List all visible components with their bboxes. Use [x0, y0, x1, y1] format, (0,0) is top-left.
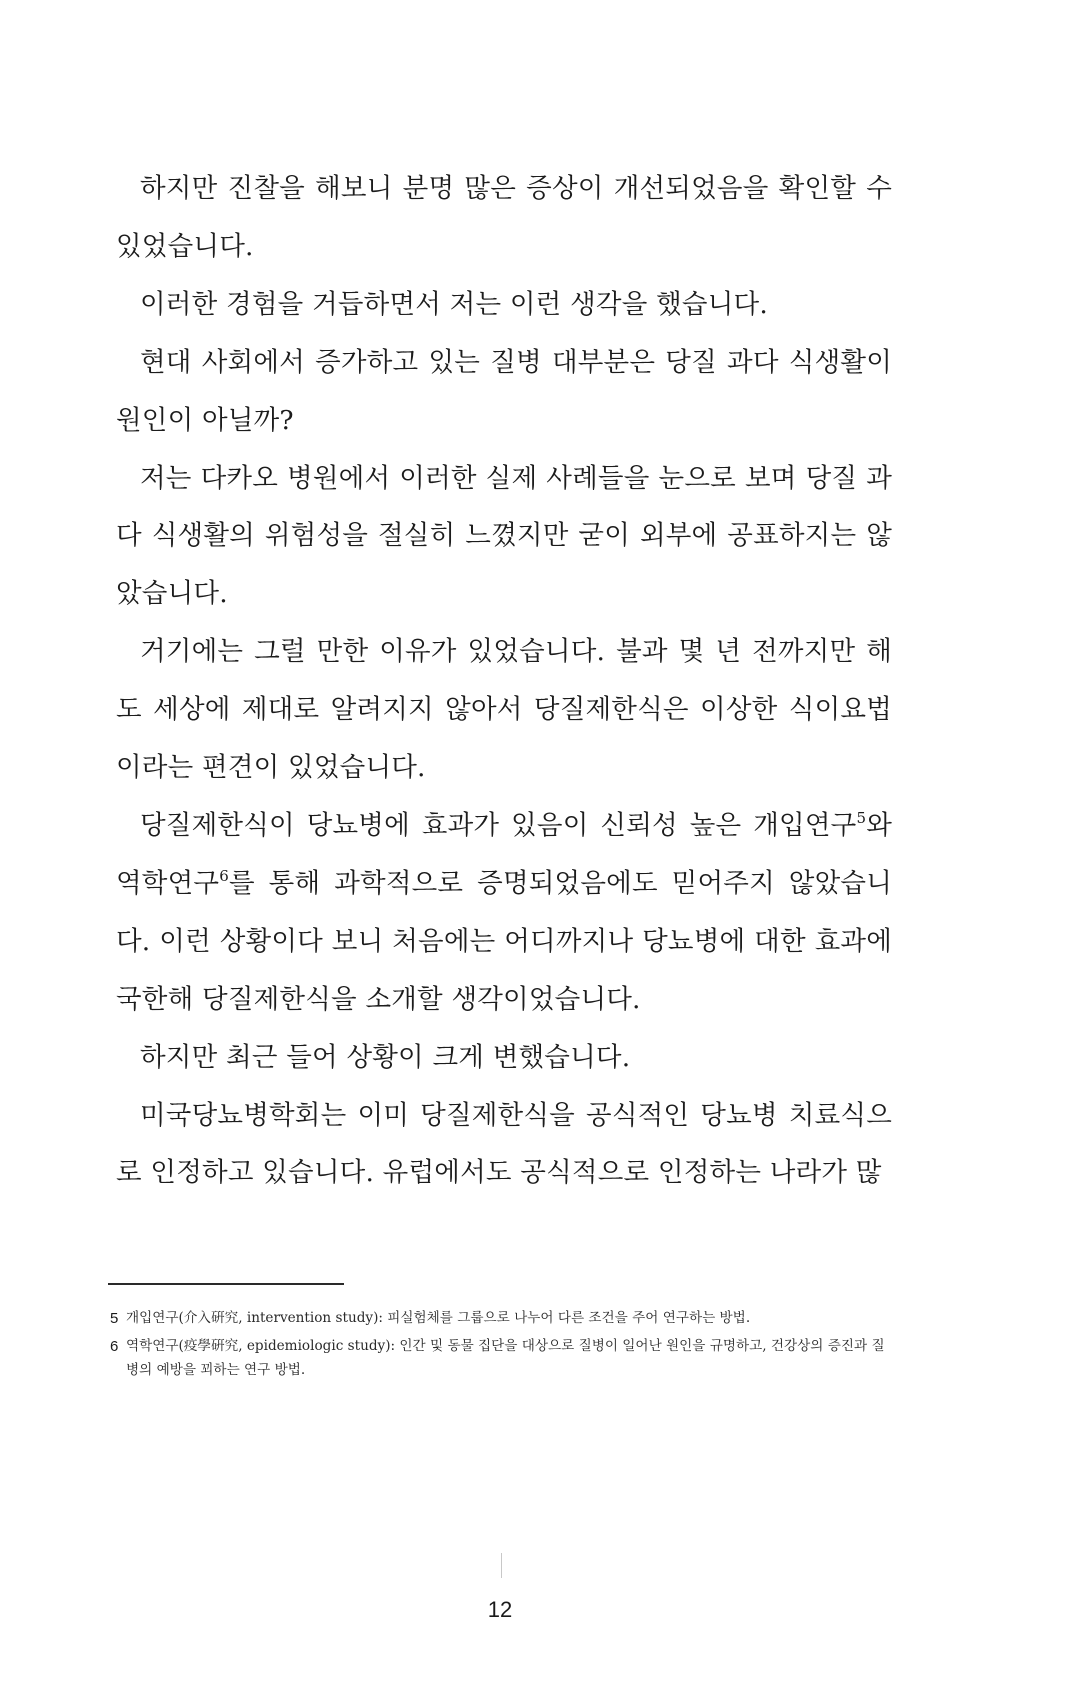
paragraph-5: 거기에는 그럴 만한 이유가 있었습니다. 불과 몇 년 전까지만 해도 세상에 제대로 알려지지 않아서 당질제한식은 이상한 식이요법이라는 편견이 있었습니다. [116, 636, 892, 784]
footnote-ref-5[interactable]: 5 [856, 808, 867, 827]
footnote-text: 개입연구(介入硏究, intervention study): 피실험체를 그룹으로 나누어 다른 조건을 주어 연구하는 방법. [126, 1310, 751, 1326]
paragraph-4: 저는 다카오 병원에서 이러한 실제 사례들을 눈으로 보며 당질 과다 식생활의 위험성을 절실히 느꼈지만 굳이 외부에 공표하지는 않았습니다. [116, 462, 892, 610]
footnote-text: 역학연구(疫學硏究, epidemiologic study): 인간 및 동물 집단을 대상으로 질병이 일어난 원인을 규명하고, 건강상의 증진과 질병의 예방을 꾀하는 연구 방법. [126, 1338, 885, 1378]
paragraph-6-part-3: 를 통해 과학적으로 증명되었음에도 믿어주지 않았습니다. 이런 상황이다 보니 처음에는 어디까지나 당뇨병에 대한 효과에 국한해 당질제한식을 소개할 생각이었습니다. [116, 867, 892, 1015]
paragraph-3: 현대 사회에서 증가하고 있는 질병 대부분은 당질 과다 식생활이 원인이 아닐까? [116, 346, 892, 436]
footnote-6 [110, 1334, 890, 1382]
footnote-5 [110, 1306, 890, 1330]
footnote-number: 6 [110, 1338, 119, 1355]
paragraph-6 [116, 797, 892, 1029]
paragraph-8: 미국당뇨병학회는 이미 당질제한식을 공식적인 당뇨병 치료식으로 인정하고 있습니다. 유럽에서도 공식적으로 인정하는 나라가 많 [116, 1099, 892, 1189]
footnote-ref-6[interactable]: 6 [219, 866, 229, 885]
paragraph-2: 이러한 경험을 거듭하면서 저는 이런 생각을 했습니다. [140, 288, 768, 320]
footnote-number: 5 [110, 1310, 119, 1327]
body-text [116, 160, 892, 1202]
paragraph-1: 하지만 진찰을 해보니 분명 많은 증상이 개선되었음을 확인할 수 있었습니다. [116, 173, 892, 262]
footnotes [110, 1306, 890, 1386]
paragraph-7: 하지만 최근 들어 상황이 크게 변했습니다. [140, 1041, 631, 1073]
page-tick-mark [501, 1553, 502, 1578]
page-number: 12 [487, 1597, 513, 1622]
footnote-divider [108, 1283, 344, 1285]
paragraph-6-part-2: 와 역학연구 [116, 809, 892, 899]
paragraph-6-part-1: 당질제한식이 당뇨병에 효과가 있음이 신뢰성 높은 개입연구 [140, 809, 857, 841]
